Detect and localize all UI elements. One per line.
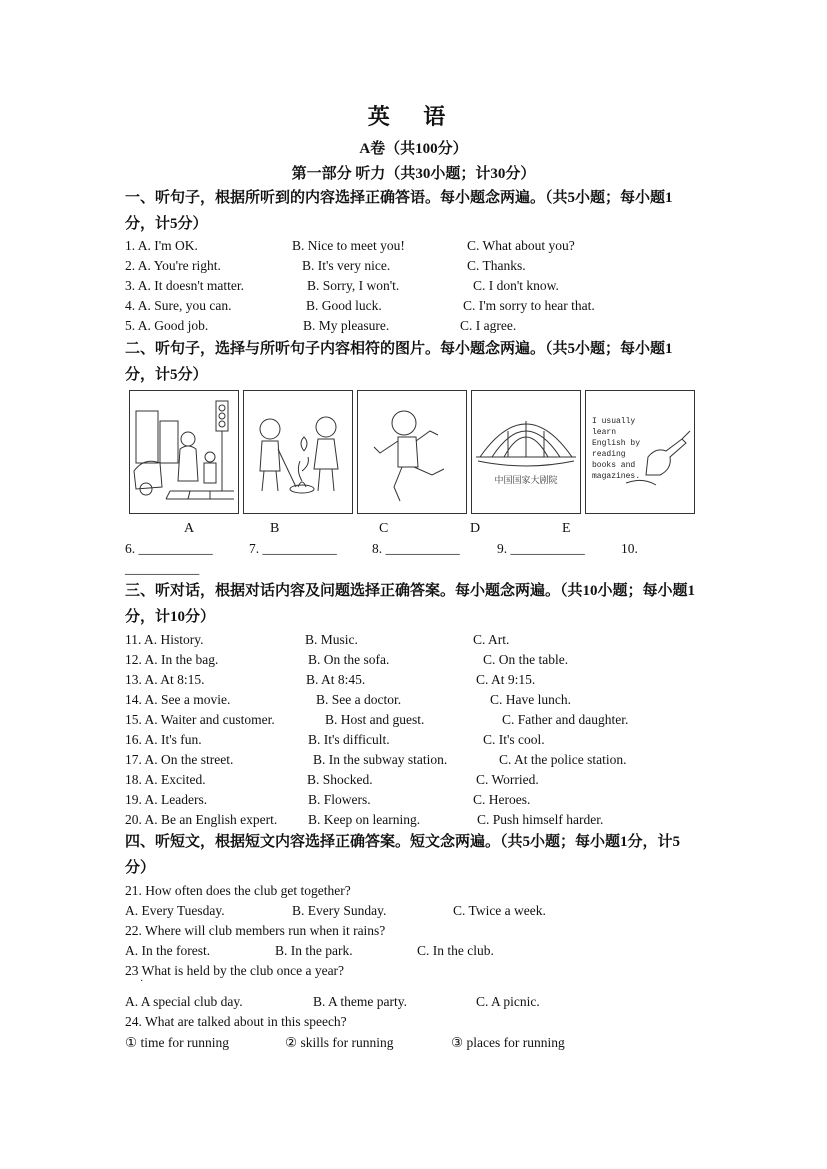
section3-q7-option-b: B. In the subway station. — [313, 752, 448, 767]
section3-q10-option-a: 20. A. Be an English expert. — [125, 812, 278, 827]
q24-item-3: ③ places for running — [451, 1035, 565, 1050]
running-boy-illustration — [358, 391, 466, 513]
section1-instruction: 一、听句子，根据所听到的内容选择正确答语。每小题念两遍。（共5小题；每小题1分，计5分） — [125, 190, 673, 232]
answer-blank-7[interactable]: 7. ___________ — [249, 541, 337, 556]
stray-dot: · — [140, 976, 144, 987]
theatre-caption: 中国国家大剧院 — [494, 476, 558, 486]
section3-q9-option-b: B. Flowers. — [308, 792, 371, 807]
section3-q5-option-a: 15. A. Waiter and customer. — [125, 712, 275, 727]
national-theatre-illustration — [472, 391, 580, 513]
panel-e-line: reading — [592, 450, 626, 459]
section1-q2-option-a: 2. A. You're right. — [125, 258, 221, 273]
section1-q4-option-c: C. I'm sorry to hear that. — [463, 298, 595, 313]
picture-b — [243, 390, 353, 514]
section3-q2-option-a: 12. A. In the bag. — [125, 652, 219, 667]
section3-q5-option-b: B. Host and guest. — [325, 712, 425, 727]
section1-q5-option-c: C. I agree. — [460, 318, 517, 333]
panel-e-line: I usually — [592, 417, 636, 426]
section3-q2-option-b: B. On the sofa. — [308, 652, 390, 667]
section3-q9-option-a: 19. A. Leaders. — [125, 792, 208, 807]
q21-option-c: C. Twice a week. — [453, 903, 546, 918]
picture-label-e: E — [562, 521, 571, 536]
writing-hand-illustration — [586, 391, 694, 513]
section3-q8-option-c: C. Worried. — [476, 772, 539, 787]
q22-option-c: C. In the club. — [417, 943, 494, 958]
answer-blank-10[interactable]: ___________ — [125, 561, 200, 576]
section1-q1-option-a: 1. A. I'm OK. — [125, 238, 198, 253]
picture-label-c: C — [379, 521, 389, 536]
q21-option-a: A. Every Tuesday. — [125, 903, 225, 918]
section1-q4-option-a: 4. A. Sure, you can. — [125, 298, 232, 313]
section1-q3-option-c: C. I don't know. — [473, 278, 559, 293]
section1-q2-option-b: B. It's very nice. — [302, 258, 391, 273]
section3-q5-option-c: C. Father and daughter. — [502, 712, 629, 727]
answer-blank-8[interactable]: 8. ___________ — [372, 541, 460, 556]
question-23: 23 What is held by the club once a year? — [125, 963, 345, 978]
section3-q4-option-c: C. Have lunch. — [490, 692, 571, 707]
section1-q1-option-c: C. What about you? — [467, 238, 575, 253]
picture-e — [585, 390, 695, 514]
page-title: 英 语 — [367, 104, 460, 129]
section1-q3-option-a: 3. A. It doesn't matter. — [125, 278, 245, 293]
section3-q6-option-b: B. It's difficult. — [308, 732, 390, 747]
question-22: 22. Where will club members run when it rains? — [125, 923, 386, 938]
q24-item-2: ② skills for running — [285, 1035, 394, 1050]
section3-q10-option-b: B. Keep on learning. — [308, 812, 421, 827]
panel-e-line: learn — [592, 428, 617, 437]
question-21: 21. How often does the club get together? — [125, 883, 351, 898]
picture-d — [471, 390, 581, 514]
section3-q7-option-a: 17. A. On the street. — [125, 752, 234, 767]
q23-option-a: A. A special club day. — [125, 994, 243, 1009]
section3-q3-option-b: B. At 8:45. — [306, 672, 366, 687]
section3-q8-option-a: 18. A. Excited. — [125, 772, 206, 787]
section3-q7-option-c: C. At the police station. — [499, 752, 627, 767]
section3-q4-option-a: 14. A. See a movie. — [125, 692, 231, 707]
q23-option-b: B. A theme party. — [313, 994, 407, 1009]
planting-tree-illustration — [244, 391, 352, 513]
section2-instruction: 二、听句子，选择与所听句子内容相符的图片。每小题念两遍。（共5小题；每小题1分，计5分） — [125, 341, 673, 383]
picture-label-d: D — [470, 521, 481, 536]
picture-label-b: B — [270, 521, 280, 536]
panel-e-line: books and — [592, 461, 636, 470]
answer-blank-9[interactable]: 9. ___________ — [497, 541, 585, 556]
answer-blank-6[interactable]: 6. ___________ — [125, 541, 213, 556]
section1-q5-option-b: B. My pleasure. — [303, 318, 390, 333]
section1-q5-option-a: 5. A. Good job. — [125, 318, 209, 333]
panel-e-line: magazines. — [592, 472, 641, 481]
picture-c — [357, 390, 467, 514]
section3-q8-option-b: B. Shocked. — [307, 772, 373, 787]
section4-instruction: 四、听短文，根据短文内容选择正确答案。短文念两遍。（共5小题；每小题1分，计5分） — [125, 834, 681, 876]
q21-option-b: B. Every Sunday. — [292, 903, 387, 918]
q22-option-b: B. In the park. — [275, 943, 353, 958]
section3-q10-option-c: C. Push himself harder. — [477, 812, 604, 827]
section3-instruction: 三、听对话，根据对话内容及问题选择正确答案。每小题念两遍。（共10小题；每小题1分，计10分） — [125, 583, 696, 625]
section3-q6-option-c: C. It's cool. — [483, 732, 545, 747]
panel-e-line: English by — [592, 439, 641, 448]
section1-q2-option-c: C. Thanks. — [467, 258, 526, 273]
part-heading: 第一部分 听力（共30小题；计30分） — [291, 166, 536, 182]
q22-option-a: A. In the forest. — [125, 943, 211, 958]
section3-q1-option-a: 11. A. History. — [125, 632, 204, 647]
section3-q9-option-c: C. Heroes. — [473, 792, 531, 807]
section3-q1-option-c: C. Art. — [473, 632, 510, 647]
section1-q1-option-b: B. Nice to meet you! — [292, 238, 405, 253]
q23-option-c: C. A picnic. — [476, 994, 540, 1009]
section3-q4-option-b: B. See a doctor. — [316, 692, 402, 707]
section3-q1-option-b: B. Music. — [305, 632, 358, 647]
section3-q3-option-c: C. At 9:15. — [476, 672, 536, 687]
section1-q4-option-b: B. Good luck. — [306, 298, 382, 313]
question-24: 24. What are talked about in this speech? — [125, 1014, 347, 1029]
picture-a — [129, 390, 239, 514]
section3-q2-option-c: C. On the table. — [483, 652, 569, 667]
section1-q3-option-b: B. Sorry, I won't. — [307, 278, 400, 293]
section3-q3-option-a: 13. A. At 8:15. — [125, 672, 205, 687]
q24-item-1: ① time for running — [125, 1035, 229, 1050]
answer-blank-10-number: 10. — [621, 541, 638, 556]
picture-label-a: A — [184, 521, 195, 536]
crossing-street-illustration — [130, 391, 238, 513]
volume-heading: A卷（共100分） — [359, 141, 468, 157]
section3-q6-option-a: 16. A. It's fun. — [125, 732, 202, 747]
